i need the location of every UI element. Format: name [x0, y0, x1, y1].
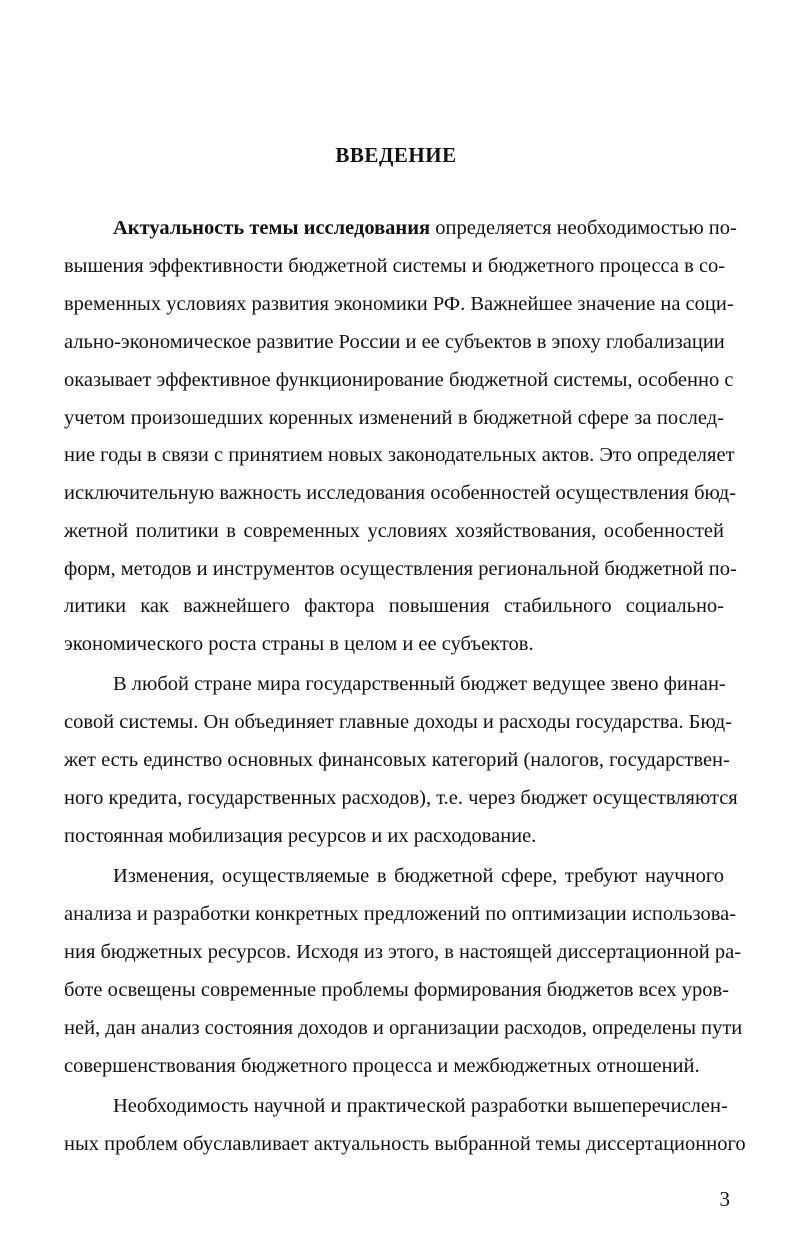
paragraph-1-lead-bold: Актуальность темы исследования [113, 217, 431, 239]
paragraph-3-line-6: совершенствования бюджетного процесса и межбюджетных отношений. [64, 1055, 700, 1077]
paragraph-3-line-2: анализа и разработки конкретных предложений по оптимизации использова- [64, 903, 737, 925]
paragraph-2-line-2: совой системы. Он объединяет главные доходы и расходы государства. Бюд- [64, 711, 732, 733]
paragraph-1-line-5: оказывает эффективное функционирование бюджетной системы, особенно с [64, 369, 734, 391]
paragraph-1-line-11: литики как важнейшего фактора повышения стабильного социально- [64, 595, 724, 617]
paragraph-1-line-10: форм, методов и инструментов осуществления региональной бюджетной по- [64, 558, 737, 580]
paragraph-3-line-4: боте освещены современные проблемы формирования бюджетов всех уров- [64, 979, 729, 1001]
paragraph-1-line-3: временных условиях развития экономики РФ. Важнейшее значение на соци- [64, 293, 734, 315]
paragraph-1-line-9: жетной политики в современных условиях хозяйствования, особенностей [64, 520, 724, 542]
paragraph-2-line-1: В любой стране мира государственный бюджет ведущее звено финан- [113, 673, 726, 695]
paragraph-1-line-12: экономического роста страны в целом и ее субъектов. [64, 633, 534, 655]
paragraph-2-line-5: постоянная мобилизация ресурсов и их расходование. [64, 825, 537, 847]
paragraph-3-line-5: ней, дан анализ состояния доходов и организации расходов, определены пути [64, 1017, 743, 1039]
paragraph-2-line-3: жет есть единство основных финансовых категорий (налогов, государствен- [64, 749, 730, 771]
paragraph-2-line-4: ного кредита, государственных расходов), т.е. через бюджет осуществляются [64, 787, 738, 809]
paragraph-4-line-2: ных проблем обуславливает актуальность выбранной темы диссертационного [64, 1133, 746, 1155]
paragraph-1-line-6: учетом произошедших коренных изменений в бюджетной сфере за послед- [64, 407, 724, 429]
paragraph-1-line-2: вышения эффективности бюджетной системы и бюджетного процесса в со- [64, 255, 726, 277]
paragraph-3-line-1: Изменения, осуществляемые в бюджетной сфере, требуют научного [113, 865, 724, 887]
paragraph-3-line-3: ния бюджетных ресурсов. Исходя из этого, в настоящей диссертационной ра- [64, 941, 742, 963]
paragraph-1-line-4: ально-экономическое развитие России и ее субъектов в эпоху глобализации [64, 331, 725, 353]
paragraph-1-line-7: ние годы в связи с принятием новых законодательных актов. Это определяет [64, 444, 735, 466]
paragraph-1-line-8: исключительную важность исследования особенностей осуществления бюд- [64, 482, 737, 504]
paragraph-1-line-1 [113, 214, 737, 242]
paragraph-4-line-1: Необходимость научной и практической разработки вышеперечислен- [113, 1095, 728, 1117]
page-number: 3 [719, 1187, 730, 1211]
page-title: ВВЕДЕНИЕ [335, 143, 457, 167]
paragraph-1-line-1-text: определяется необходимостью по- [430, 217, 737, 239]
